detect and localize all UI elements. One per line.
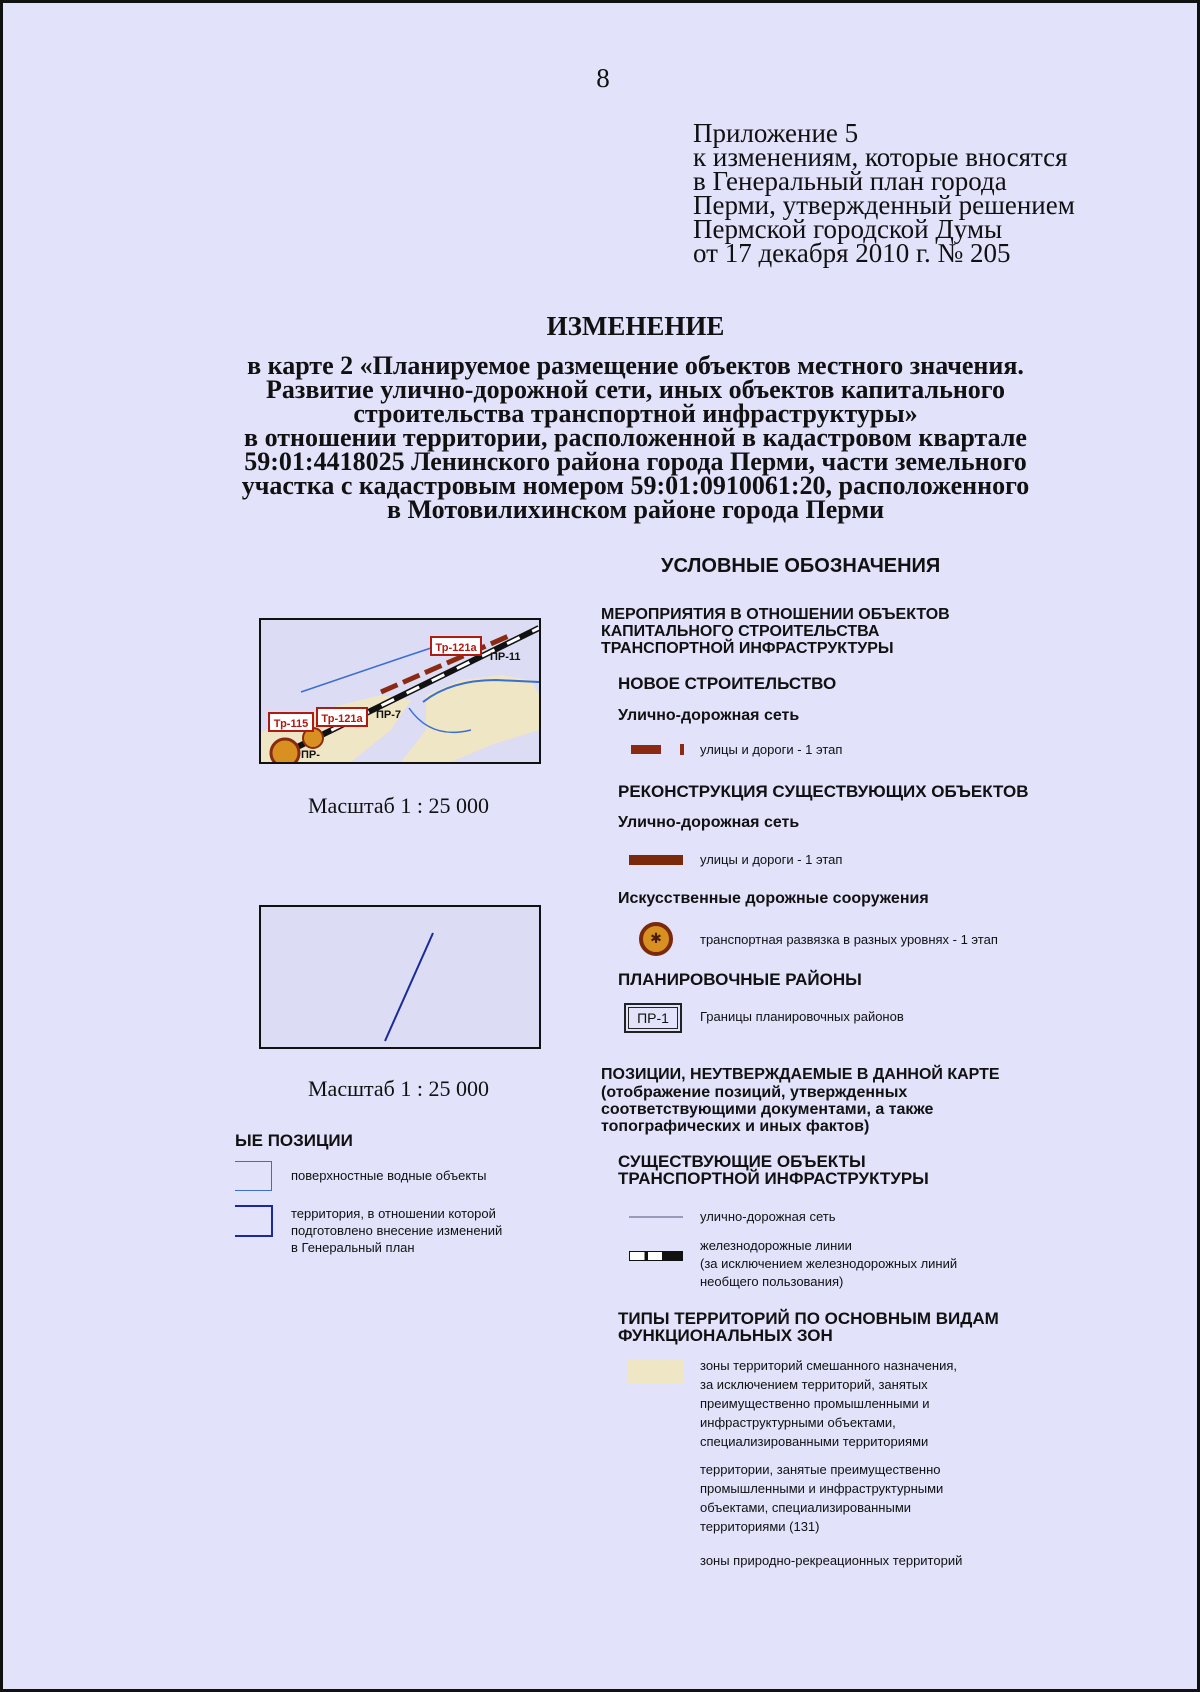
legend-subheading: Искусственные дорожные сооружения xyxy=(618,890,929,907)
legend-section-heading: ПОЗИЦИИ, НЕУТВЕРЖДАЕМЫЕ В ДАННОЙ КАРТЕ xyxy=(601,1066,1000,1083)
map-label: ПР- xyxy=(301,749,320,761)
railway-symbol xyxy=(629,1251,683,1261)
legend-item: специализированными территориями xyxy=(700,1434,929,1449)
legend-section-heading: ТРАНСПОРТНОЙ ИНФРАСТРУКТУРЫ xyxy=(601,640,894,657)
subtitle-line: участка с кадастровым номером 59:01:0910061:20, расположенного xyxy=(241,471,1030,500)
subtitle-line: 59:01:4418025 Ленинского района города Перми, части земельного xyxy=(244,447,1027,476)
legend-item: за исключением территорий, занятых xyxy=(700,1377,928,1392)
legend-item: Границы планировочных районов xyxy=(700,1009,904,1024)
new-road-symbol-dash xyxy=(680,744,684,755)
map-fragment-1 xyxy=(259,618,541,764)
new-road-symbol xyxy=(631,745,661,754)
subtitle-line: в карте 2 «Планируемое размещение объектов местного значения. xyxy=(247,351,1024,380)
subtitle-line: строительства транспортной инфраструктуры» xyxy=(353,399,918,428)
map-label: Тр-121а xyxy=(321,713,363,725)
map-label: ПР-11 xyxy=(490,651,521,663)
water-symbol xyxy=(235,1161,272,1191)
legend-item: инфраструктурными объектами, xyxy=(700,1415,896,1430)
legend-item: улично-дорожная сеть xyxy=(700,1209,836,1224)
legend-section-note: соответствующими документами, а также xyxy=(601,1101,934,1118)
legend-subheading: ПЛАНИРОВОЧНЫЕ РАЙОНЫ xyxy=(618,970,862,989)
boundary-symbol xyxy=(235,1205,273,1237)
legend-subheading: ТРАНСПОРТНОЙ ИНФРАСТРУКТУРЫ xyxy=(618,1169,929,1188)
appendix-line: Пермской городской Думы xyxy=(693,214,1003,244)
map-label: ПР-7 xyxy=(376,709,402,721)
legend-title: УСЛОВНЫЕ ОБОЗНАЧЕНИЯ xyxy=(661,555,941,577)
interchange-icon: ✱ xyxy=(639,922,673,956)
subtitle-line: Развитие улично-дорожной сети, иных объектов капитального xyxy=(266,375,1005,404)
legend-section-heading: КАПИТАЛЬНОГО СТРОИТЕЛЬСТВА xyxy=(601,623,880,640)
legend-item: промышленными и инфраструктурными xyxy=(700,1481,944,1496)
reconstruction-road-symbol xyxy=(629,855,683,865)
map-2-scale: Масштаб 1 : 25 000 xyxy=(308,1076,489,1101)
legend-section-note: топографических и иных фактов) xyxy=(601,1118,870,1135)
map-fragment-2-drawing xyxy=(261,907,539,1047)
legend-subheading: РЕКОНСТРУКЦИЯ СУЩЕСТВУЮЩИХ ОБЪЕКТОВ xyxy=(618,782,1029,801)
legend-item: улицы и дороги - 1 этап xyxy=(700,742,843,757)
left-legend-title: ЫЕ ПОЗИЦИИ xyxy=(235,1131,353,1150)
legend-item: необщего пользования) xyxy=(700,1274,844,1289)
legend-subheading: НОВОЕ СТРОИТЕЛЬСТВО xyxy=(618,674,837,693)
map-label: Тр-121а xyxy=(435,642,477,654)
legend-item: территориями (131) xyxy=(700,1519,820,1534)
legend-item: зоны природно-рекреационных территорий xyxy=(700,1553,963,1568)
legend-item: железнодорожные линии xyxy=(700,1238,852,1253)
street-network-symbol xyxy=(629,1216,683,1218)
legend-item: (за исключением железнодорожных линий xyxy=(700,1256,958,1271)
legend-item: территории, занятые преимущественно xyxy=(700,1462,941,1477)
legend-subheading: СУЩЕСТВУЮЩИЕ ОБЪЕКТЫ xyxy=(618,1152,866,1171)
map-label: Тр-115 xyxy=(273,718,309,730)
legend-section-note: (отображение позиций, утвержденных xyxy=(601,1084,908,1101)
page-number: 8 xyxy=(596,63,610,93)
legend-item: преимущественно промышленными и xyxy=(700,1396,930,1411)
legend-subheading: ФУНКЦИОНАЛЬНЫХ ЗОН xyxy=(618,1326,833,1345)
planning-area-badge: ПР-1 xyxy=(624,1003,682,1033)
legend-item: зоны территорий смешанного назначения, xyxy=(700,1358,957,1373)
appendix-block xyxy=(693,118,1075,268)
legend-subheading: Улично-дорожная сеть xyxy=(618,814,800,831)
appendix-line: к изменениям, которые вносятся xyxy=(693,142,1068,172)
legend-subheading: ТИПЫ ТЕРРИТОРИЙ ПО ОСНОВНЫМ ВИДАМ xyxy=(618,1309,999,1328)
boundary-line xyxy=(385,933,433,1041)
map-fragment-2 xyxy=(259,905,541,1049)
appendix-line: в Генеральный план города xyxy=(693,166,1007,196)
document-subtitle xyxy=(3,351,1200,524)
document-heading: ИЗМЕНЕНИЕ xyxy=(546,311,725,341)
left-legend-item: поверхностные водные объекты xyxy=(291,1168,487,1183)
legend-item: транспортная развязка в разных уровнях - 1 этап xyxy=(700,932,998,947)
map-1-scale: Масштаб 1 : 25 000 xyxy=(308,793,489,818)
appendix-line: Перми, утвержденный решением xyxy=(693,190,1075,220)
interchange-icon xyxy=(271,739,299,762)
subtitle-line: в отношении территории, расположенной в кадастровом квартале xyxy=(244,423,1027,452)
legend-item: улицы и дороги - 1 этап xyxy=(700,852,843,867)
appendix-line: Приложение 5 xyxy=(693,118,859,148)
left-legend-item: территория, в отношении которой xyxy=(291,1206,496,1221)
map-fragment-1-drawing xyxy=(261,620,539,762)
legend-subheading: Улично-дорожная сеть xyxy=(618,707,800,724)
appendix-line: от 17 декабря 2010 г. № 205 xyxy=(693,238,1011,268)
legend-item: объектами, специализированными xyxy=(700,1500,912,1515)
left-legend-item: в Генеральный план xyxy=(291,1240,415,1255)
legend-section-heading: МЕРОПРИЯТИЯ В ОТНОШЕНИИ ОБЪЕКТОВ xyxy=(601,606,950,623)
mixed-zone-swatch xyxy=(628,1360,684,1383)
subtitle-line: в Мотовилихинском районе города Перми xyxy=(386,495,885,524)
left-legend-item: подготовлено внесение изменений xyxy=(291,1223,503,1238)
